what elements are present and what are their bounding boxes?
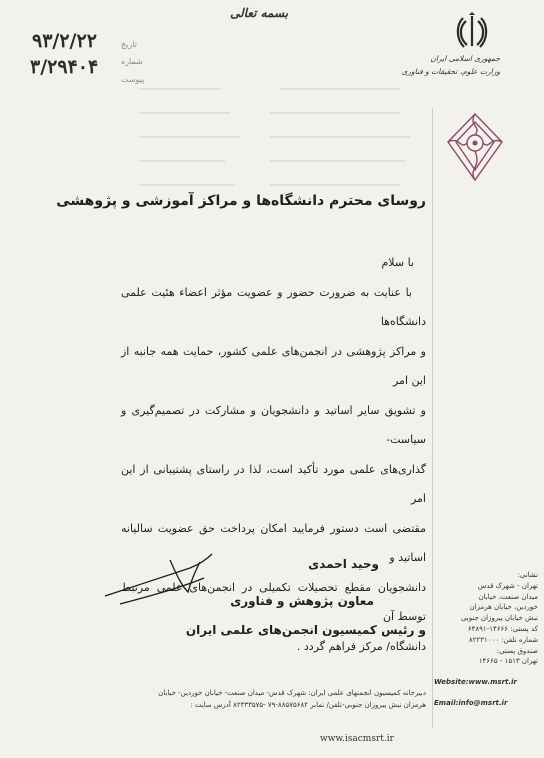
basmala: بسمه تعالی [230,6,289,20]
address-line: شماره تلفن: ۸۲۲۳۱۰۰۰ [468,635,538,644]
body-line: و تشویق سایر اساتید و دانشجویان و مشارکت در تصمیم‌گیری و سیاست- [121,403,426,446]
handwritten-date: ۹۳/۲/۲۲ [32,30,97,52]
number-label: شماره [121,57,143,66]
body-line: و مراکز پژوهشی در انجمن‌های علمی کشور، حمایت همه جانبه از این امر [121,344,426,387]
body-line: دانشجویان مقطع تحصیلات تکمیلی در انجمن‌های علمی مرتبط توسط آن [121,580,426,623]
address-line: نشانی: [517,571,538,579]
body-line: گذاری‌های علمی مورد تأکید است، لذا در راستای پشتیبانی از این امر [121,462,426,505]
signatory-role-1: معاون پژوهش و فناوری [230,594,374,608]
address-line: تهران - شهرک قدس [477,581,538,590]
ministry-line-2: وزارت علوم، تحقیقات و فناوری [401,67,500,76]
letter-addressee: روسای محترم دانشگاه‌ها و مراکز آموزشی و پژوهشی [56,193,426,209]
date-label: تاریخ [121,40,137,49]
handwritten-number: ۳/۲۹۴۰۴ [30,56,99,78]
address-line: صندوق پستی: [496,646,538,655]
letter-greeting: با سلام [381,256,414,269]
address-line: نبش خیابان پیروزان جنوبی [460,614,538,623]
ministry-name [402,52,500,78]
address-line: تهران ۱۵۱۳ - ۱۴۶۶۵ [478,657,538,666]
address-line: کد پستی: ۱۴۶۶۶-۶۴۸۹۱ [467,624,538,633]
sidebar-divider [432,108,433,728]
signatory-name: وحید احمدی [308,557,379,571]
footer-address [31,687,426,711]
signatory-role-2: و رئیس کمیسیون انجمن‌های علمی ایران [185,623,426,637]
sidebar-email: Email:info@msrt.ir [434,698,508,707]
handwritten-signature [100,548,220,618]
ministry-address-sidebar [434,570,538,709]
body-line: مقتضی است دستور فرمایید امکان پرداخت حق عضویت سالیانه اساتید و [121,521,426,564]
ministry-line-1: جمهوری اسلامی ایران [430,54,500,63]
iran-emblem-icon [455,12,489,50]
footer-line-1: دبیرخانه کمیسیون انجمنهای علمی ایران: شهرک قدس- میدان صنعت- خیابان خوردین- خیابان [158,689,426,697]
address-line: خوردین، خیابان هرمزان [469,603,538,612]
sidebar-website: Website:www.msrt.ir [434,678,517,687]
ornament-icon [446,112,504,182]
body-line: دانشگاه/ مرکز فراهم گردد . [296,639,426,653]
address-line: میدان صنعت، خیابان [478,592,538,601]
body-line: با عنایت به ضرورت حضور و عضویت مؤثر اعضاء هئیت علمی دانشگاه‌ها [121,285,426,328]
attachment-label: پیوست [121,75,145,84]
footer-website: www.isacmsrt.ir [320,734,394,744]
footer-line-2: هرمزان نبش پیروزان جنوبی-تلفن/ نمابر ۸۸۵۷۵۶۸۲-۷۹ -۸۲۳۳۳۵۷۵ آدرس سایت : [190,701,426,709]
